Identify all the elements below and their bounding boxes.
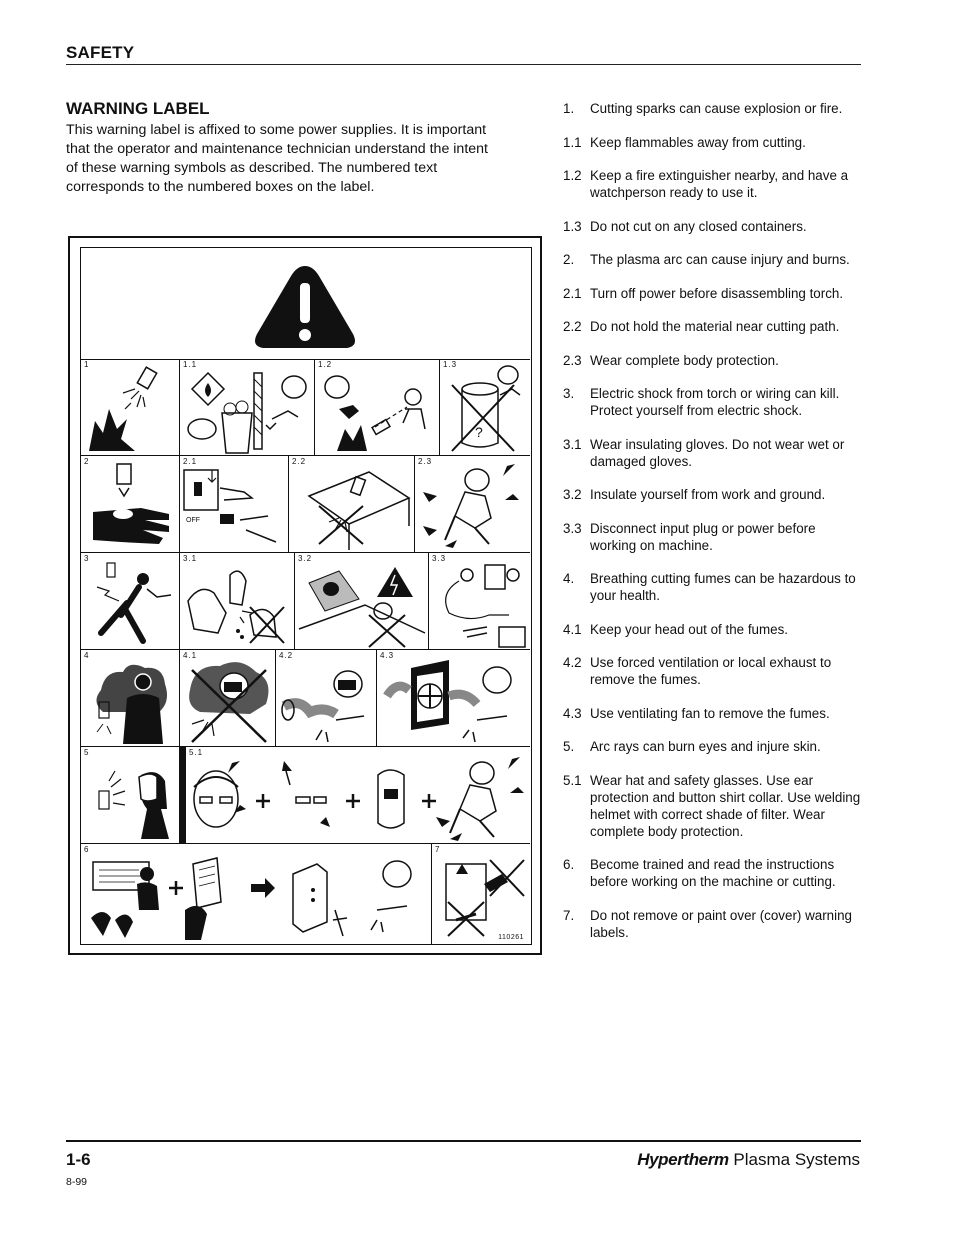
list-item: 1. Cutting sparks can cause explosion or fire. [563, 101, 843, 116]
warning-triangle-area [81, 248, 530, 360]
label-cell-5 [81, 747, 180, 844]
page-number: 1-6 [66, 1150, 91, 1169]
cell-number: 7 [435, 845, 441, 854]
label-cell-2-2 [289, 456, 415, 553]
label-cell-3-2 [295, 553, 429, 650]
list-item: 4.3 Use ventilating fan to remove the fumes. [563, 705, 830, 721]
list-item: 1.3 Do not cut on any closed containers. [563, 218, 807, 234]
material-near-cutting-icon [289, 456, 415, 553]
brand-suffix: Plasma Systems [733, 1150, 860, 1169]
warning-label [80, 247, 532, 945]
list-item: 3. Electric shock from torch or wiring can kill. Protect yourself from electric shock. [563, 386, 840, 418]
label-cell-2-1 [180, 456, 289, 553]
revision-date: 8-99 [66, 1176, 88, 1188]
cell-number: 1.1 [183, 360, 198, 369]
list-item: 2. The plasma arc can cause injury and burns. [563, 252, 850, 267]
electric-shock-icon [81, 553, 180, 650]
cell-number: 1.2 [318, 360, 333, 369]
head-out-of-fumes-icon [180, 650, 276, 747]
training-icon [81, 844, 432, 944]
cell-number: 6 [84, 845, 90, 854]
label-cell-5-1 [186, 747, 530, 844]
cell-number: 3.3 [432, 554, 447, 563]
protective-gear-icon [186, 747, 530, 844]
list-item: 2.1 Turn off power before disassembling torch. [563, 285, 844, 301]
list-item: 2.2 Do not hold the material near cutting path. [563, 319, 840, 334]
label-cell-1-1 [180, 359, 315, 456]
label-cell-2 [81, 456, 180, 553]
warning-triangle-icon [81, 248, 530, 359]
power-off-icon [180, 456, 289, 553]
closed-container-icon [440, 359, 530, 456]
label-cell-4-3 [377, 650, 530, 747]
list-item: 4.1 Keep your head out of the fumes. [563, 621, 789, 637]
cell-number: 3 [84, 554, 90, 563]
ventilating-fan-icon [377, 650, 530, 747]
label-cell-4 [81, 650, 180, 747]
cell-number: 1.3 [443, 360, 458, 369]
label-cell-7 [432, 844, 530, 944]
list-item: 5.1 Wear hat and safety glasses. Use ear protection and button shirt collar. Use welding helmet with correct shade of filter. Wear complete body protection. [563, 772, 861, 839]
list-item: 1.2 Keep a fire extinguisher nearby, and have a watchperson ready to use it. [563, 168, 849, 200]
list-item: 3.3 Disconnect input plug or power before working on machine. [563, 520, 816, 553]
section-title: WARNING LABEL [66, 99, 210, 118]
list-item: 3.1 Wear insulating gloves. Do not wear wet or damaged gloves. [563, 436, 845, 469]
list-item: 2.3 Wear complete body protection. [563, 352, 779, 368]
label-cell-3-1 [180, 553, 295, 650]
header-title: SAFETY [66, 43, 135, 62]
label-cell-1 [81, 359, 180, 456]
cell-number: 3.2 [298, 554, 313, 563]
label-cell-2-3 [415, 456, 530, 553]
cell-number: 4.1 [183, 651, 198, 660]
svg-text:OFF: OFF [186, 517, 200, 524]
brand-footer [637, 1150, 860, 1170]
cell-number: 4 [84, 651, 90, 660]
footer-rule [66, 1140, 861, 1142]
list-item: 7. Do not remove or paint over (cover) warning labels. [563, 907, 852, 940]
cell-number: 2 [84, 457, 90, 466]
cell-number: 2.3 [418, 457, 433, 466]
body-protection-icon [415, 456, 530, 553]
explosion-icon [81, 359, 180, 456]
list-item: 3.2 Insulate yourself from work and ground. [563, 487, 826, 502]
label-cell-1-3 [440, 359, 530, 456]
arc-burn-hand-icon [81, 456, 180, 553]
do-not-cover-label-icon [432, 844, 530, 944]
insulate-from-ground-icon [295, 553, 429, 650]
label-cell-4-1 [180, 650, 276, 747]
cell-number: 4.3 [380, 651, 395, 660]
intro-paragraph: This warning label is affixed to some power supplies. It is important that the operator and maintenance technician understand the intent of these warning symbols as described. The numbered text corresponds to the numbered boxes on the label. [66, 122, 488, 195]
brand-logo: Hypertherm [637, 1150, 729, 1169]
label-cell-4-2 [276, 650, 377, 747]
list-item: 5. Arc rays can burn eyes and injure skin. [563, 739, 821, 754]
list-item: 6. Become trained and read the instructions before working on the machine or cutting. [563, 857, 836, 889]
fire-extinguisher-icon [315, 359, 440, 456]
list-item: 1.1 Keep flammables away from cutting. [563, 134, 806, 150]
cell-number: 1 [84, 360, 90, 369]
label-cell-6 [81, 844, 432, 944]
label-part-number: 110261 [498, 934, 524, 941]
cell-number: 4.2 [279, 651, 294, 660]
fumes-hazard-icon [81, 650, 180, 747]
label-cell-3-3 [429, 553, 530, 650]
cell-number: 2.1 [183, 457, 198, 466]
disconnect-power-icon [429, 553, 530, 650]
list-item: 4. Breathing cutting fumes can be hazardous to your health. [563, 571, 856, 603]
cell-number: 3.1 [183, 554, 198, 563]
cell-number: 2.2 [292, 457, 307, 466]
svg-text:?: ? [475, 424, 483, 440]
cell-number: 5 [84, 748, 90, 757]
arc-rays-icon [81, 747, 180, 844]
forced-ventilation-icon [276, 650, 377, 747]
header-rule [66, 64, 861, 65]
label-cell-1-2 [315, 359, 440, 456]
insulating-gloves-icon [180, 553, 295, 650]
cell-number: 5.1 [189, 748, 204, 757]
label-cell-3 [81, 553, 180, 650]
warning-list [563, 100, 861, 957]
flammables-icon [180, 359, 315, 456]
list-item: 4.2 Use forced ventilation or local exhaust to remove the fumes. [563, 655, 832, 687]
